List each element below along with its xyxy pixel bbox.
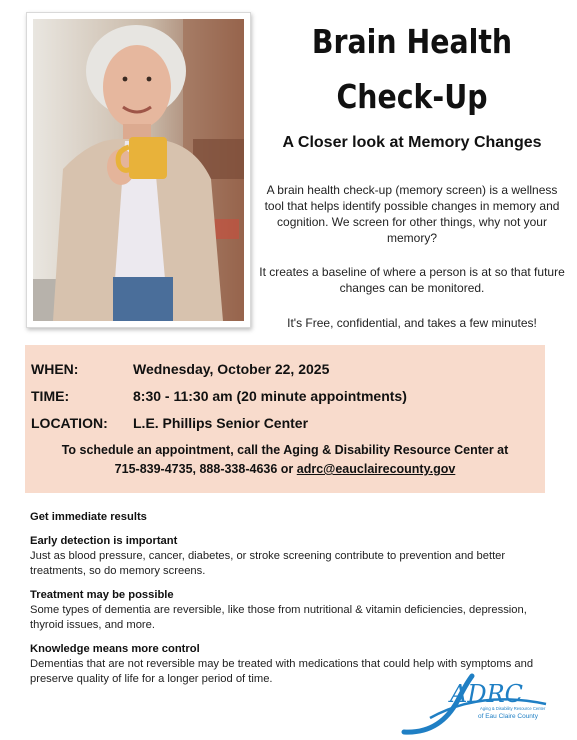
schedule-line-1: To schedule an appointment, call the Aging & Disability Resource Center at [61,443,509,457]
adrc-logo [400,670,550,736]
location-value: L.E. Phillips Senior Center [133,415,309,431]
benefit-item-early-detection [30,534,550,579]
schedule-line-2 [25,462,545,476]
elderly-woman-with-mug-photo [33,19,244,321]
location-row [31,415,308,431]
photo-frame [26,12,251,328]
photo-illustration [33,19,244,321]
schedule-phones: 715-839-4735, 888-338-4636 or [114,462,297,476]
subtitle: A Closer look at Memory Changes [282,134,542,151]
event-info-box [25,345,545,493]
benefit-title: Treatment may be possible [30,589,174,601]
when-row [31,361,329,377]
adrc-email-link[interactable]: adrc@eauclairecounty.gov [296,462,456,476]
intro-paragraph-3: It's Free, confidential, and takes a few minutes! [287,316,537,330]
location-label: LOCATION: [31,415,108,431]
when-label: WHEN: [31,361,79,377]
benefit-body: Dementias that are not reversible may be treated with medications that could help with symptoms and preserve quality of life for a longer period of time. [30,658,534,685]
title-line-2: Check-Up [336,77,488,116]
logo-small-line-1: Aging & Disability Resource Center [480,706,546,711]
benefit-title: Knowledge means more control [30,643,200,655]
benefit-body: Just as blood pressure, cancer, diabetes, or stroke screening contribute to prevention and better treatments, so do memory screens. [30,550,506,577]
logo-small-line-2: of Eau Claire County [478,713,538,720]
title-line-1: Brain Health [311,22,513,61]
benefit-item-treatment [30,588,550,633]
benefits-heading: Get immediate results [30,511,147,523]
benefit-title: Early detection is important [30,535,178,547]
time-value: 8:30 - 11:30 am (20 minute appointments) [133,388,407,404]
benefit-body: Some types of dementia are reversible, like those from nutritional & vitamin deficiencies, depression, thyroid issues, and more. [30,604,527,631]
logo-text: ADRC [450,680,524,708]
intro-paragraph-2: It creates a baseline of where a person is at so that future changes can be monitored. [259,265,565,295]
intro-paragraph-1: A brain health check-up (memory screen) is a wellness tool that helps identify possible changes in memory and cognition. We screen for other things, why not your memory? [264,183,560,245]
time-row [31,388,407,404]
page-title [283,14,541,124]
time-label: TIME: [31,388,70,404]
when-value: Wednesday, October 22, 2025 [133,361,330,377]
